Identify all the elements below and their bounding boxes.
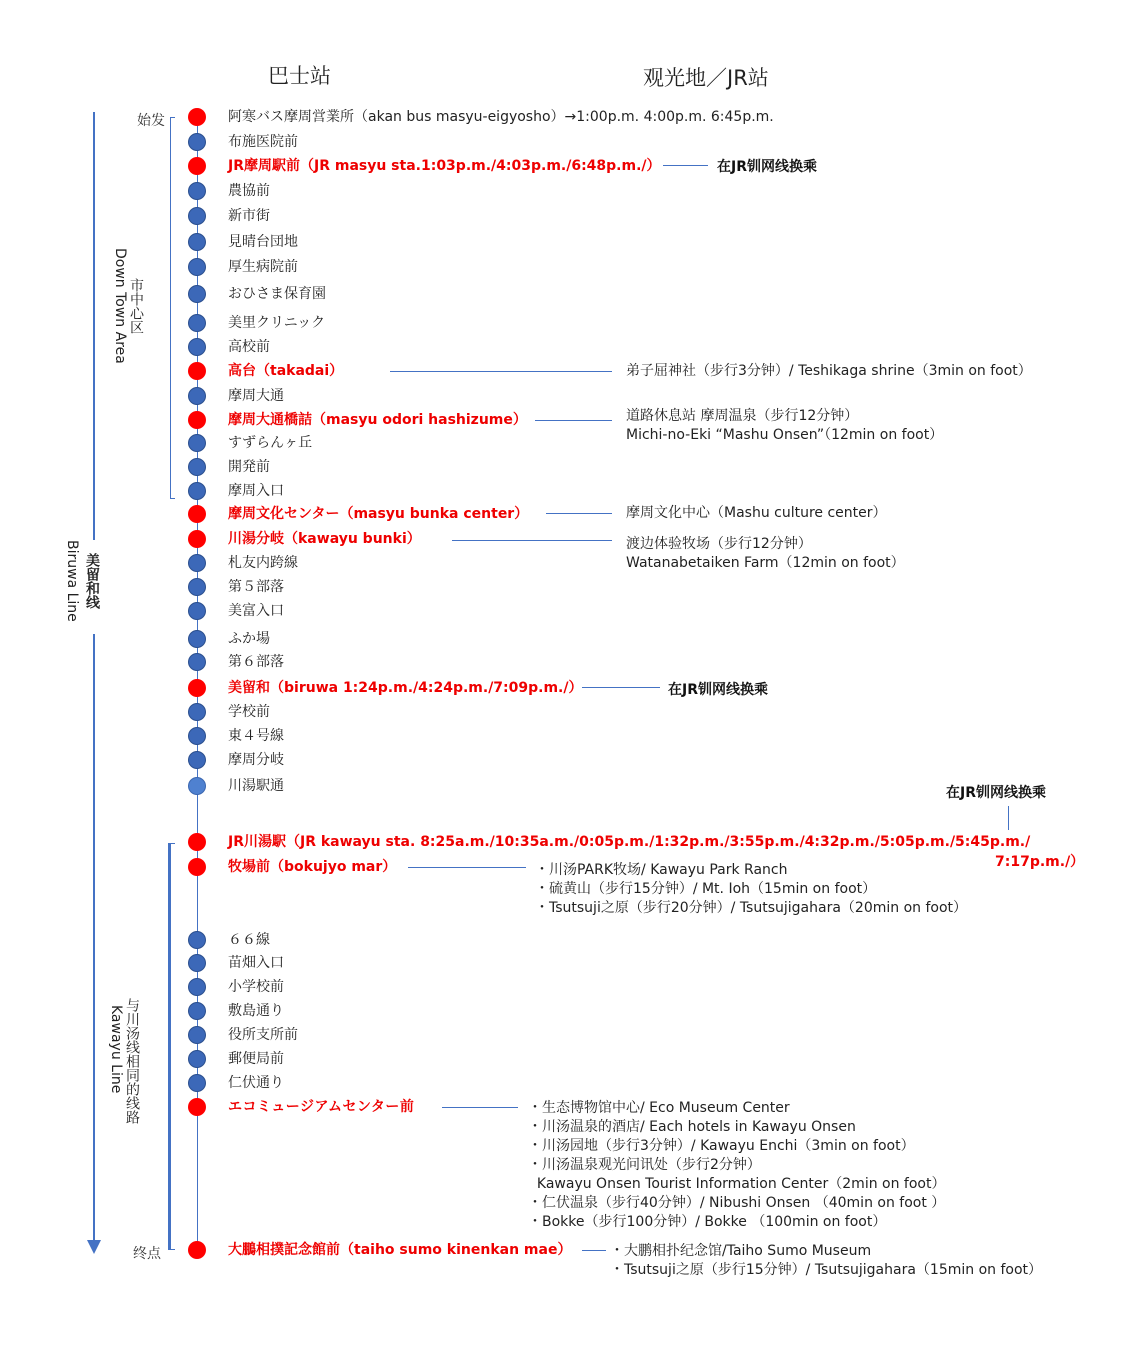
transfer-masyu: 在JR钏网线换乘 [717, 159, 817, 175]
note-line: ・川汤PARK牧场/ Kawayu Park Ranch [535, 862, 788, 878]
transfer-biruwa: 在JR钏网线换乘 [668, 682, 768, 698]
stop-dot [188, 751, 206, 769]
stop-dot [188, 954, 206, 972]
stop-dot [188, 554, 206, 572]
stop-dot [188, 630, 206, 648]
stop-label: 小学校前 [228, 979, 284, 995]
stop-dot [188, 314, 206, 332]
connector-bunki [452, 540, 612, 541]
transfer-kawayu: 在JR钏网线换乘 [946, 785, 1046, 801]
note-bokujyo [535, 861, 967, 918]
note-line: ・硫黄山（步行15分钟）/ Mt. Ioh（15min on foot） [535, 881, 877, 897]
kawayu-bracket [168, 843, 171, 1250]
stop-dot [188, 505, 206, 523]
connector-takadai [390, 371, 612, 372]
stop-label: 摩周分岐 [228, 752, 284, 768]
stop-label: 新市街 [228, 208, 270, 224]
stop-label: 札友内跨線 [228, 555, 298, 571]
note-line: Kawayu Onsen Tourist Information Center（2min on foot） [528, 1176, 946, 1192]
stop-label: 阿寒バス摩周営業所（akan bus masyu-eigyosho）→1:00p.m. 4:00p.m. 6:45p.m. [228, 109, 774, 125]
connector-kawayu [1008, 806, 1009, 830]
note-line: ・川汤温泉观光问讯处（步行2分钟） [528, 1157, 761, 1173]
stop-dot [188, 258, 206, 276]
note-bunka [626, 504, 887, 523]
note-line: ・生态博物馆中心/ Eco Museum Center [528, 1100, 790, 1116]
stop-dot [188, 133, 206, 151]
stop-dot [188, 1050, 206, 1068]
stop-label: 仁伏通り [228, 1075, 284, 1091]
stop-label: 摩周大通橋詰（masyu odori hashizume） [228, 412, 527, 428]
stop-dot [188, 207, 206, 225]
stop-label: 敷島通り [228, 1003, 284, 1019]
note-line: 摩周文化中心（Mashu culture center） [626, 505, 887, 521]
stop-dot [188, 833, 206, 851]
stop-label: 摩周大通 [228, 388, 284, 404]
stop-dot [188, 679, 206, 697]
note-line: 弟子屈神社（步行3分钟）/ Teshikaga shrine（3min on foot） [626, 363, 1032, 379]
stop-label: すずらんヶ丘 [228, 435, 313, 451]
note-hashizume [626, 407, 943, 445]
stop-dot [188, 703, 206, 721]
stop-dot [188, 233, 206, 251]
stop-label: 美留和（biruwa 1:24p.m./4:24p.m./7:09p.m./） [228, 680, 583, 696]
start-marker: 始发 [137, 113, 165, 129]
stop-dot [188, 482, 206, 500]
note-bunki [626, 535, 905, 573]
end-marker: 终点 [133, 1246, 161, 1262]
stop-label: エコミュージアムセンター前 [228, 1099, 415, 1115]
kawayu-label-ja: 与川汤线相同的线路 [124, 998, 140, 1124]
stop-dot [188, 157, 206, 175]
note-line: ・Bokke（步行100分钟）/ Bokke （100min on foot） [528, 1214, 887, 1230]
stop-dot [188, 727, 206, 745]
stop-label-continued: 7:17p.m./） [995, 854, 1085, 870]
stop-label: 郵便局前 [228, 1051, 284, 1067]
note-eco [528, 1099, 945, 1232]
stop-label: 第５部落 [228, 579, 284, 595]
downtown-bracket [170, 117, 171, 499]
stop-label: おひさま保育園 [228, 286, 326, 302]
stop-dot [188, 458, 206, 476]
downtown-label-ja: 市中心区 [128, 278, 144, 334]
note-takadai [626, 362, 1032, 381]
biruwa-line-label-en: Biruwa Line [64, 540, 80, 622]
stop-dot [188, 434, 206, 452]
note-line: ・Tsutsuji之原（步行20分钟）/ Tsutsujigahara（20min on foot） [535, 900, 968, 916]
connector-eco [442, 1107, 518, 1108]
stop-label: 高校前 [228, 339, 270, 355]
stop-label: 東４号線 [228, 728, 284, 744]
kawayu-label-en: Kawayu Line [108, 1005, 124, 1094]
connector-hashizume [535, 420, 612, 421]
connector-bunka [546, 513, 612, 514]
stop-dot [188, 182, 206, 200]
stop-dot [188, 653, 206, 671]
stop-label: JR摩周駅前（JR masyu sta.1:03p.m./4:03p.m./6:48p.m./） [228, 158, 661, 174]
stop-dot [188, 1002, 206, 1020]
note-line: ・大鹏相扑纪念馆/Taiho Sumo Museum [610, 1243, 872, 1259]
connector-masyu [663, 165, 708, 166]
biruwa-line-label-ja: 美留和线 [84, 553, 100, 609]
stop-dot [188, 602, 206, 620]
stop-dot [188, 777, 206, 795]
stop-dot [188, 858, 206, 876]
note-line: Watanabetaiken Farm（12min on foot） [626, 555, 905, 571]
bus-stop-header: 巴士站 [268, 64, 331, 88]
stop-label: 牧場前（bokujyo mar） [228, 859, 397, 875]
stop-label: 大鵬相撲記念館前（taiho sumo kinenkan mae） [228, 1242, 572, 1258]
stop-label: 農協前 [228, 183, 270, 199]
stop-label: 学校前 [228, 704, 270, 720]
note-line: ・川汤温泉的酒店/ Each hotels in Kawayu Onsen [528, 1119, 856, 1135]
stop-label: 開発前 [228, 459, 270, 475]
stop-dot [188, 338, 206, 356]
stop-dot [188, 530, 206, 548]
stop-dot [188, 362, 206, 380]
stop-label: 苗畑入口 [228, 955, 284, 971]
stop-label: 役所支所前 [228, 1027, 298, 1043]
stop-dot [188, 931, 206, 949]
stop-dot [188, 578, 206, 596]
stop-dot [188, 1241, 206, 1259]
stop-label: 摩周文化センター（masyu bunka center） [228, 506, 529, 522]
stop-label: 川湯駅通 [228, 778, 284, 794]
stop-label: 美里クリニック [228, 315, 326, 331]
stop-dot [188, 978, 206, 996]
note-line: ・Tsutsuji之原（步行15分钟）/ Tsutsujigahara（15min on foot） [610, 1262, 1043, 1278]
stop-dot [188, 1026, 206, 1044]
stop-label: 美富入口 [228, 603, 284, 619]
connector-taiho [582, 1250, 606, 1251]
note-line: 道路休息站 摩周温泉（步行12分钟） [626, 408, 859, 424]
stop-dot [188, 285, 206, 303]
stop-dot [188, 387, 206, 405]
stop-label: JR川湯駅（JR kawayu sta. 8:25a.m./10:35a.m./0:05p.m./1:32p.m./3:55p.m./4:32p.m./5:05p.m./5:45p.m./ [228, 834, 1031, 850]
sightseeing-header: 观光地／JR站 [643, 66, 769, 90]
stop-label: 第６部落 [228, 654, 284, 670]
stop-label: 高台（takadai） [228, 363, 344, 379]
note-line: ・川汤园地（步行3分钟）/ Kawayu Enchi（3min on foot） [528, 1138, 915, 1154]
stop-label: 摩周入口 [228, 483, 284, 499]
note-taiho [610, 1242, 1042, 1280]
stop-label: 川湯分岐（kawayu bunki） [228, 531, 421, 547]
downtown-label-en: Down Town Area [112, 248, 128, 364]
stop-dot [188, 108, 206, 126]
note-line: 渡边体验牧场（步行12分钟） [626, 536, 812, 552]
stop-label: ６６線 [228, 932, 270, 948]
stop-label: 見晴台団地 [228, 234, 298, 250]
stop-dot [188, 411, 206, 429]
stop-dot [188, 1098, 206, 1116]
connector-biruwa [582, 687, 660, 688]
note-line: Michi-no-Eki “Mashu Onsen”（12min on foot） [626, 427, 944, 443]
stop-label: 厚生病院前 [228, 259, 298, 275]
note-line: ・仁伏温泉（步行40分钟）/ Nibushi Onsen （40min on foot ） [528, 1195, 946, 1211]
connector-bokujyo [408, 867, 526, 868]
biruwa-line-arrow [84, 112, 104, 1257]
stop-label: ふか場 [228, 631, 270, 647]
stop-dot [188, 1074, 206, 1092]
stop-label: 布施医院前 [228, 134, 298, 150]
